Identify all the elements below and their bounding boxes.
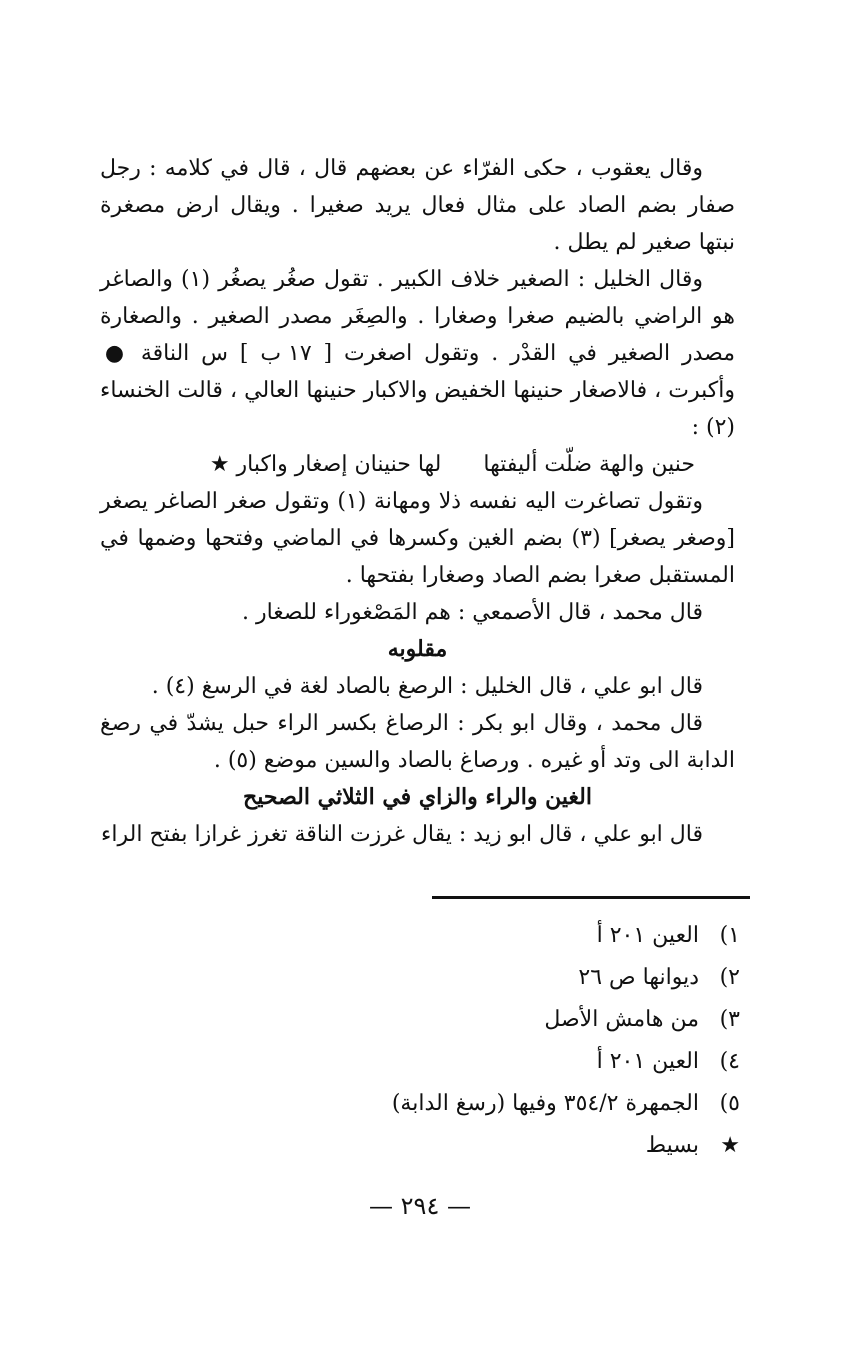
footnote-number: ٣) — [719, 1007, 740, 1032]
footnote-number: ٢) — [719, 965, 740, 990]
footnote-number: ٥) — [719, 1091, 740, 1116]
footnote-item — [300, 1083, 740, 1125]
page-number: — ٢٩٤ — — [369, 1192, 471, 1220]
footnote-text: العين ٢٠١ أ — [596, 923, 699, 948]
footnote-item — [300, 957, 740, 999]
footnote-text: الجمهرة ٣٥٤/٢ وفيها (رسغ الدابة) — [391, 1091, 699, 1116]
section-heading-ghayn-ra-zay: الغين والراء والزاي في الثلاثي الصحيح — [243, 784, 592, 810]
section-heading-maqlub: مقلوبه — [387, 636, 448, 662]
footnote-text: بسيط — [645, 1133, 699, 1158]
paragraph-gharazat: قال ابو علي ، قال ابو زيد : يقال غرزت الناقة تغرز غرازا بفتح الراء — [101, 822, 703, 847]
footnote-list — [300, 915, 740, 1167]
paragraph-rasgh: قال ابو علي ، قال الخليل : الرصغ بالصاد لغة في الرسغ (٤) . — [151, 674, 703, 699]
footnote-text: من هامش الأصل — [544, 1007, 699, 1032]
paragraph-yaqub: وقال يعقوب ، حكى الفرّاء عن بعضهم قال ، قال في كلامه : رجل صفار بضم الصاد على مثال فعال يريد صغيرا . ويقال ارض مصغرة نبتها صغير لم يطل . — [100, 156, 735, 255]
verse-second-hemistich: لها حنينان إصغار واكبار ★ — [209, 452, 442, 477]
footnote-number: ٤) — [719, 1049, 740, 1074]
footnote-text: العين ٢٠١ أ — [596, 1049, 699, 1074]
footnote-item — [300, 1041, 740, 1083]
poetry-verse — [100, 446, 735, 483]
footnote-item — [300, 915, 740, 957]
footnote-item — [300, 1125, 740, 1167]
footnote-star-marker: ★ — [720, 1133, 740, 1158]
paragraph-asmai: قال محمد ، قال الأصمعي : هم المَصْغوراء للصغار . — [241, 600, 703, 625]
paragraph-risagh: قال محمد ، وقال ابو بكر : الرصاغ بكسر الراء حبل يشدّ في رصغ الدابة الى وتد أو غيره . ورصاغ بالصاد والسين موضع (٥) . — [100, 711, 735, 773]
footnote-separator — [432, 896, 750, 899]
paragraph-khalil: وقال الخليل : الصغير خلاف الكبير . تقول صغُر يصغُر (١) والصاغر هو الراضي بالضيم صغرا وصغارا . والصِغَر مصدر الصغير . والصغارة مصدر الصغير في القدْر . وتقول اصغرت [ ١٧ ب ] س الناقة ● وأكبرت ، فالاصغار حنينها الخفيض والاكبار حنينها العالي ، قالت الخنساء (٢) : — [100, 267, 735, 440]
main-text — [100, 150, 735, 853]
footnote-text: ديوانها ص ٢٦ — [578, 965, 699, 990]
paragraph-tasaghur: وتقول تصاغرت اليه نفسه ذلا ومهانة (١) وتقول صغر الصاغر يصغر [وصغر يصغر] (٣) بضم الغين وكسرها في الماضي وفتحها وضمها في المستقبل صغرا بضم الصاد وصغارا بفتحها . — [100, 489, 735, 588]
footnote-item — [300, 999, 740, 1041]
footnote-number: ١) — [719, 923, 740, 948]
verse-first-hemistich: حنين والهة ضلّت أليفتها — [483, 452, 695, 477]
